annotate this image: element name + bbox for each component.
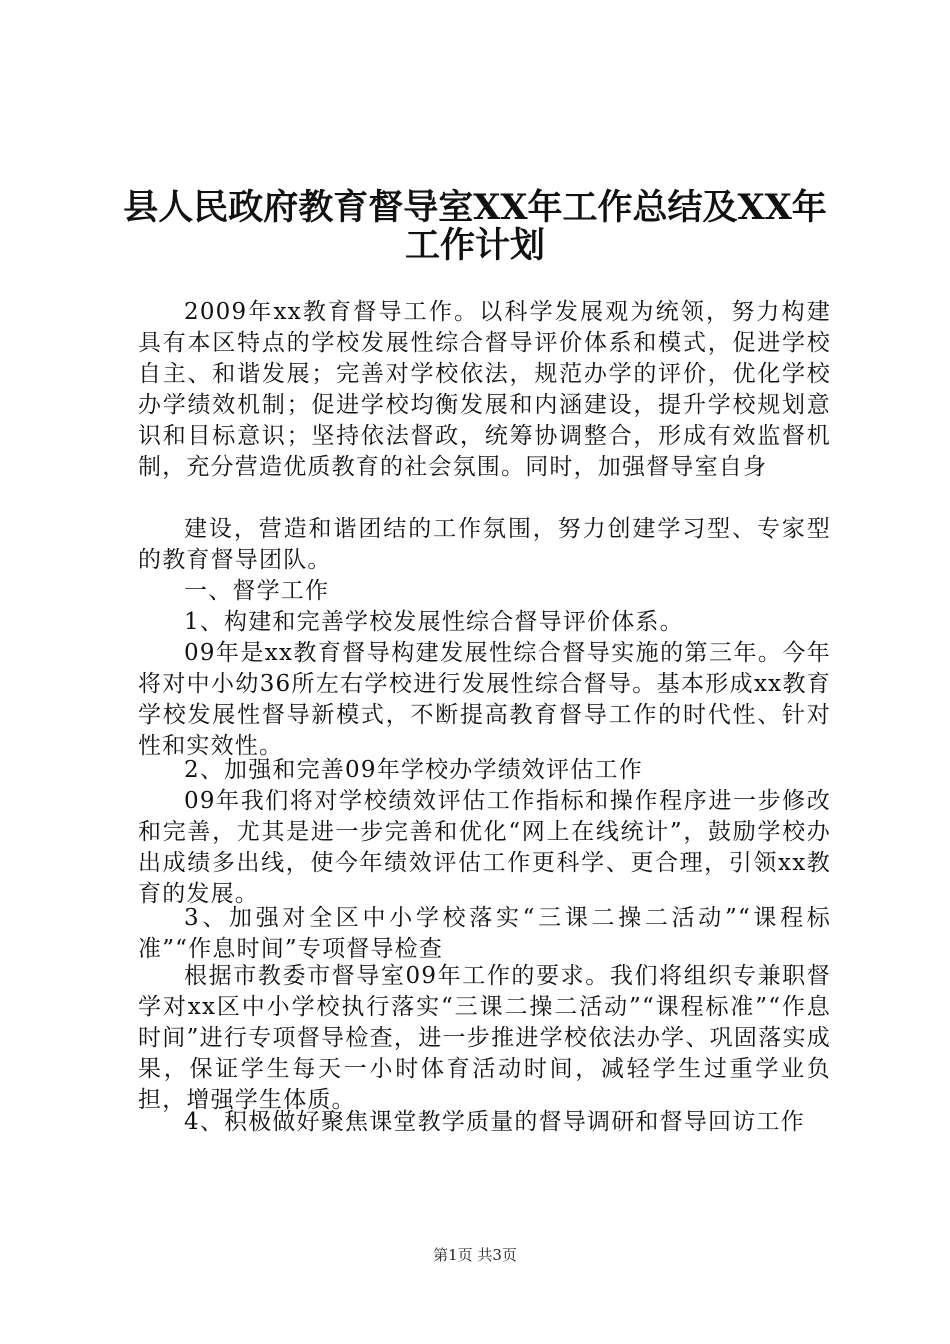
item-heading-3: 3、加强对全区中小学校落实“三课二操二活动”“课程标准”“作息时间”专项督导检查	[138, 905, 831, 962]
item-heading-4: 4、积极做好聚焦课堂教学质量的督导调研和督导回访工作	[184, 1109, 805, 1135]
item-heading-2: 2、加强和完善09年学校办学绩效评估工作	[184, 757, 643, 783]
item-body-3: 根据市教委市督导室09年工作的要求。我们将组织专兼职督学对xx区中小学校执行落实“三课二操二活动”“课程标准”“作息时间”进行专项督导检查，进一步推进学校依法办学、巩固落实成果，保证学生每天一小时体育活动时间，减轻学生过重学业负担，增强学生体质。	[138, 963, 831, 1113]
document-title-line-2: 工作计划	[404, 225, 545, 266]
paragraph-intro-continued: 建设，营造和谐团结的工作氛围，努力创建学习型、专家型的教育督导团队。	[138, 516, 831, 573]
section-heading-supervision: 一、督学工作	[184, 578, 330, 604]
item-body-1: 09年是xx教育督导构建发展性综合督导实施的第三年。今年将对中小幼36所左右学校进行发展性综合督导。基本形成xx教育学校发展性督导新模式，不断提高教育督导工作的时代性、针对性和实效性。	[138, 640, 831, 759]
paragraph-intro: 2009年xx教育督导工作。以科学发展观为统领，努力构建具有本区特点的学校发展性综合督导评价体系和模式，促进学校自主、和谐发展；完善对学校依法，规范办学的评价，优化学校办学绩效机制；促进学校均衡发展和内涵建设，提升学校规划意识和目标意识；坚持依法督政，统筹协调整合，形成有效监督机制，充分营造优质教育的社会氛围。同时，加强督导室自身	[138, 299, 831, 480]
item-heading-1: 1、构建和完善学校发展性综合督导评价体系。	[184, 609, 684, 635]
page-number-footer: 第1页 共3页	[433, 1246, 517, 1264]
item-body-2: 09年我们将对学校绩效评估工作指标和操作程序进一步修改和完善，尤其是进一步完善和优化“网上在线统计”，鼓励学校办出成绩多出线，使今年绩效评估工作更科学、更合理，引领xx教育的发展。	[138, 788, 831, 907]
document-title-line-1: 县人民政府教育督导室XX年工作总结及XX年	[123, 187, 827, 228]
